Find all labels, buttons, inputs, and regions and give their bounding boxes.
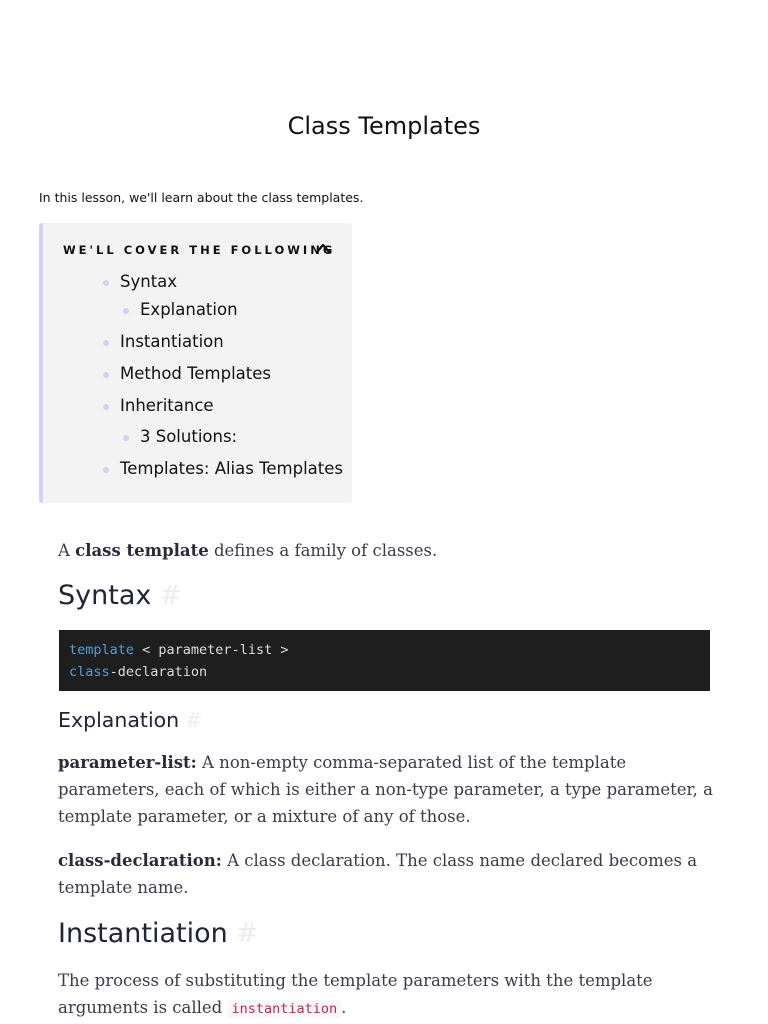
anchor-link[interactable]: #	[185, 708, 203, 732]
paragraph-text: .	[341, 998, 347, 1017]
heading-text: Explanation	[58, 708, 180, 732]
code-text: -declaration	[109, 664, 208, 680]
toc-item-explanation[interactable]	[140, 300, 238, 319]
instantiation-paragraph	[58, 967, 718, 1023]
term-bold: class-declaration:	[58, 851, 222, 870]
lead-bold-term: class template	[75, 541, 209, 560]
bullet-icon	[123, 435, 129, 441]
anchor-link[interactable]: #	[235, 918, 259, 949]
code-keyword: template	[69, 642, 135, 658]
bullet-icon	[103, 467, 109, 473]
lead-paragraph	[58, 537, 718, 564]
explanation-heading	[58, 708, 202, 732]
toc-item-instantiation[interactable]	[120, 332, 224, 351]
lead-text: A	[58, 541, 76, 560]
code-keyword: class	[69, 664, 110, 680]
toc-item-label: Templates: Alias Templates	[120, 459, 343, 478]
class-declaration-paragraph	[58, 847, 718, 901]
toc-item-label: Method Templates	[120, 364, 272, 383]
term-description: A class declaration. The class name declared becomes a template name.	[58, 851, 698, 897]
toc-item-label: 3 Solutions:	[140, 427, 238, 446]
chevron-up-icon[interactable]	[315, 241, 331, 255]
instantiation-heading	[58, 918, 258, 949]
syntax-heading	[58, 580, 182, 611]
paragraph-text: The process of substituting the template parameters with the template arguments is called	[58, 971, 653, 1017]
bullet-icon	[123, 308, 129, 314]
toc-item-3-solutions[interactable]	[140, 427, 237, 446]
code-text: < parameter-list >	[134, 642, 289, 658]
toc-item-method-templates[interactable]	[120, 364, 271, 383]
bullet-icon	[103, 404, 109, 410]
term-bold: parameter-list:	[58, 753, 197, 772]
heading-text: Syntax	[58, 580, 152, 611]
code-block[interactable]	[59, 630, 710, 691]
toc-item-label: Instantiation	[120, 332, 224, 351]
toc-item-label: Syntax	[120, 272, 178, 291]
lead-text: defines a family of classes.	[208, 541, 438, 560]
heading-text: Instantiation	[58, 918, 228, 949]
page-title: Class Templates	[287, 112, 481, 140]
toc-header: WE'LL COVER THE FOLLOWING	[63, 243, 336, 257]
intro-text: In this lesson, we'll learn about the class templates.	[39, 190, 364, 205]
inline-code: instantiation	[228, 1000, 342, 1018]
table-of-contents	[39, 223, 352, 503]
toc-item-label: Explanation	[140, 300, 238, 319]
bullet-icon	[103, 372, 109, 378]
toc-item-alias-templates[interactable]	[120, 459, 343, 478]
bullet-icon	[103, 340, 109, 346]
toc-item-inheritance[interactable]	[120, 396, 214, 415]
bullet-icon	[103, 280, 109, 286]
toc-item-label: Inheritance	[120, 396, 214, 415]
parameter-list-paragraph	[58, 749, 718, 830]
term-description: A non-empty comma-separated list of the template parameters, each of which is either a non-type parameter, a type parameter, a template parameter, or a mixture of any of those.	[58, 753, 713, 826]
anchor-link[interactable]: #	[159, 580, 182, 611]
toc-item-syntax[interactable]	[120, 272, 177, 291]
